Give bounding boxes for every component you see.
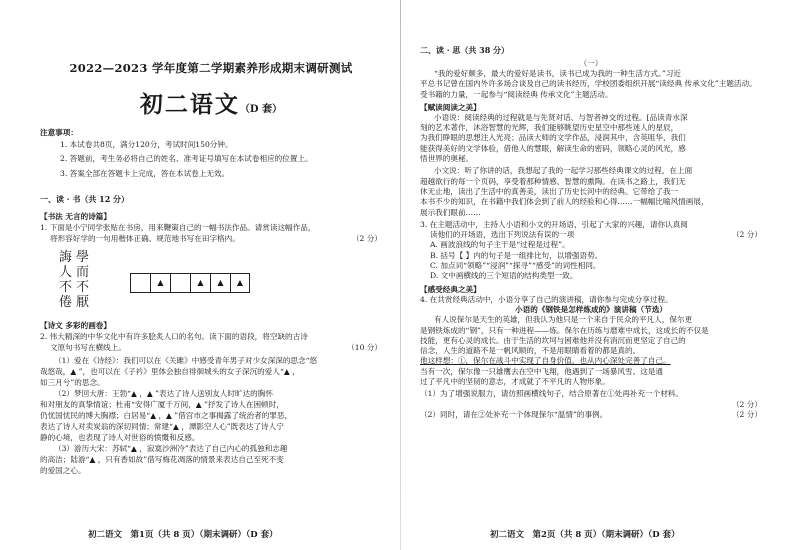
intro-line: 受书籍的力量，一起参与“阅读经典 传承文化”主题活动。: [420, 89, 613, 99]
speech-line: 他这样想：①，保尔在战斗中实现了自身价值，也从内心深处完善了自己。: [420, 356, 671, 366]
intro-line: 平总书记曾在国内外许多场合谈及自己的读书经历，学校团委组织开展“读经典 传承文化”主题活动。: [420, 79, 757, 89]
q2-body-line: 仍忧国忧民的博大胸襟；白居易“▲ ，▲ ”借宫市之事揭露了统治者的罪恶，: [40, 410, 293, 420]
page1-footer: 初二语文 第1页（共 8 页）（期末调研）（D 套）: [88, 530, 278, 540]
q1-line2: [40, 233, 382, 244]
q3-line-text: 读他们的开场语，选出下列说法有误的一项: [430, 230, 575, 240]
note-item: 1. 本试卷共8页，满分120分，考试时间150分钟。: [60, 140, 233, 149]
calligraphy-char: 倦: [58, 294, 72, 310]
q2-line: 2. 伟大精深的中华文化中有许多脍炙人口的名句。读下面的语段，将空缺的古诗: [40, 331, 308, 341]
speech-line: 当有一次，保尔像一只雄鹰去在空中飞翔，他遇到了一场暴风雪。这是通: [420, 366, 663, 376]
q1-score: （2 分）: [351, 233, 382, 243]
q3-option[interactable]: B. 括号【 】内的句子是一组排比句，以增强语势。: [430, 250, 603, 260]
xiaowen-line: 展示我们眼前……: [420, 207, 481, 217]
q2-body-line: 静的心境，也表现了诗人对世俗的愤慨和反感。: [40, 432, 200, 442]
note-item: 3. 答案全部在答题卡上完成，答在本试卷上无效。: [60, 168, 230, 178]
q2-body-line: 哉悠哉，▲ ”，也可以在《子衿》里体会独自徘徊城头的女子深沉的爱人“▲ ，: [40, 366, 300, 376]
xiaowen-line: 本书不少的知识，在书籍中我们体会到了前人的经验和心得……一幅幅比喻风情画展，: [420, 197, 709, 207]
q3-options: [420, 240, 762, 281]
notes-list: [40, 140, 382, 179]
calligraphy-column: [75, 250, 90, 310]
section2-title: 二、读 · 思（共 38 分）: [420, 45, 510, 55]
q3-line2: [420, 230, 762, 240]
calligraphy-column: [58, 250, 73, 310]
exam-title: 2022—2023 学年度第二学期素养形成期末调研测试: [69, 61, 353, 75]
xiaoyu-paragraph: [420, 113, 762, 164]
section1-title: 一、读 · 书（共 12 分）: [40, 193, 130, 204]
xiaoyu-line: 刻的艺术著作，沐浴智慧的光辉，我们能够眺望历史星空中那些迷人的星辰，: [420, 123, 679, 133]
q2-body-line: （3）游历大宋：苏轼“▲ ，寂寞沙洲冷”表达了自己内心的孤独和志趣: [54, 443, 288, 453]
q2-body-line: 和对朋友的真挚情谊；杜甫“安得广厦千万间，▲ ”抒发了诗人在困顿时，: [40, 399, 284, 409]
calligraphy-char: 厭: [75, 294, 89, 310]
xiaoyu-line: 悟世界的奥秘。: [420, 154, 474, 164]
speech-body: [420, 315, 762, 387]
grid-cell[interactable]: ▲: [230, 273, 250, 293]
grid-cell[interactable]: [170, 273, 190, 293]
speech-line: 信念，人生的道路不是一帆风顺的，不是用眼睛看着的都是真的。: [420, 346, 641, 356]
part-label: （一）: [579, 59, 603, 68]
grid-cell[interactable]: ▲: [190, 273, 210, 293]
q2-body-line: 的高洁；陆游“▲ ，只有香如故”借写梅花凋落的情景来表达自己至死不变: [40, 454, 284, 464]
subject-title-block: [40, 86, 382, 119]
notes-header: 注意事项：: [40, 128, 78, 137]
q2-body-line: 如三月兮”的思念。: [40, 377, 105, 387]
q4-sub1: （1）为了增强说服力，请仿照画横线句子，结合原著在①处再补充一个材料。: [420, 389, 684, 399]
xiaoyu-line: 小语说：阅读经典的过程就是与先贤对话、与智者神交的过程。[品读青水深: [434, 112, 688, 122]
page-2: [420, 0, 762, 420]
q3-option[interactable]: A. 画波浪线的句子主干是“过程是过程”。: [430, 240, 570, 250]
classic-tag: 【感受经典之美】: [420, 284, 481, 294]
q3-option[interactable]: D. 文中画横线的三个短语的结构类型一致。: [430, 271, 578, 281]
xiaowen-line: 休无止地，读出了生活中的真善美，读出了历史长河中的经典。它带给了我一: [420, 186, 679, 196]
subject-version: （D 套）: [239, 104, 283, 115]
calligraphy-char: 人: [58, 264, 72, 280]
calligraphy-artwork: [58, 250, 90, 310]
q3-score: （2 分）: [731, 230, 762, 240]
page-1: [40, 0, 382, 476]
subject-title: 初二语文: [139, 91, 240, 118]
q4-sub1-score: （2 分）: [731, 399, 762, 409]
q2-score: （10 分）: [347, 342, 382, 352]
reading-tag: 【赋读阅读之美】: [420, 102, 481, 112]
poetry-tag: 【诗文 多彩的画卷】: [40, 320, 111, 330]
q2-body-line: （2）梦回大唐：王勃“▲ ，▲ ”表达了诗人送别友人时旷达的胸怀: [54, 388, 273, 398]
q1-line2-text: 将形容好学的一句用楷体正确、规范地书写在田字格内。: [50, 233, 240, 243]
xiaoyu-line: 为我们睁眼的思想注入光亮；品读大师的文学作品，浸润其中，含英咀华，我们: [420, 133, 686, 143]
xiaoyu-line: 能获得美好的文学体验，借他人的慧眼，解读生命的密码，领略心灵的风光，感: [420, 143, 686, 153]
note-item: 2. 答题前，考生务必将自己的姓名、准考证号填写在本试卷相应的位置上。: [60, 154, 313, 164]
q2-body: [40, 355, 382, 476]
calligraphy-char: 不: [75, 279, 89, 295]
speech-title: 小语的《钢铁是怎样炼成的》演讲稿（节选）: [515, 304, 667, 314]
calligraphy-area: [40, 250, 382, 310]
speech-line: 有人说保尔是天生的英雄，但我认为他只是一个来自于民众的平凡人，保尔更: [434, 315, 693, 325]
writing-grid[interactable]: [130, 273, 250, 295]
q3-line: 3. 在主题活动中，主持人小语和小文的开场语，引起了大家的兴趣，请你认真阅: [420, 219, 688, 229]
calligraphy-char: 誨: [58, 249, 72, 265]
calligraphy-char: 學: [75, 249, 89, 265]
q4-sub2-row: [420, 410, 762, 420]
q2-body-line: （1）爱在《诗经》：我们可以在《关雎》中感受青年男子对少女深深的思念“悠: [54, 355, 318, 365]
grid-cell[interactable]: ▲: [210, 273, 230, 293]
q2-line2: [40, 342, 382, 353]
q2-body-line: 表达了诗人对卖炭翁的深切同情；常建“▲ ，潭影空人心”既表达了诗人宁: [40, 421, 284, 431]
q4-sub2-score: （2 分）: [731, 409, 762, 419]
calligraphy-char: 不: [58, 279, 72, 295]
speech-line: 是钢铁炼成的“钢”，只有一种进程——炼。保尔在历练与磨难中成长，这成长的不仅是: [420, 325, 709, 335]
grid-cell[interactable]: [130, 273, 150, 293]
q3-option[interactable]: C. 加点词“领略”“浸润”“探寻”“感受”的词性相同。: [430, 261, 601, 271]
q4-line: 4. 在共赏经典活动中，小语分享了自己的演讲稿，请你参与完成分享过程。: [420, 294, 673, 304]
speech-line: 技能，更有心灵的成长。由于生活的坎坷与困难他并没有消沉而更坚定了自己的: [420, 335, 686, 345]
q2-line-text: 文原句书写在横线上。: [50, 342, 126, 352]
calligraphy-char: 而: [75, 264, 89, 280]
calligraphy-tag: 【书法 无言的诗篇】: [40, 211, 111, 221]
speech-line: 过了平凡中的坚韧的意志，才成就了不平凡的人物形象。: [420, 377, 610, 387]
xiaowen-line: 小文说：听了你讲的话，我想起了我的一起学习那些经典课文的过程，在上面: [434, 166, 693, 176]
page-gutter: [400, 0, 401, 550]
page2-footer: 初二语文 第2页（共 8 页）（期末调研）（D 套）: [490, 530, 680, 540]
grid-cell[interactable]: ▲: [150, 273, 170, 293]
q1-line1: 1. 下面是小宁同学张贴在书房，用来鞭策自己的一幅书法作品。请赏读这幅作品，: [40, 222, 316, 232]
xiaowen-line: 超越欲行的每一个页码，享受着那种情感、智慧的熏陶。在读书之路上，我们无: [420, 176, 686, 186]
intro-line: “我的爱好颇多，最大的爱好是读书，读书已成为我的一种生活方式。”习近: [434, 69, 681, 78]
q4-sub2: （2）同时，请在②处补充一个体现保尔“温情”的事例。: [420, 409, 608, 419]
xiaowen-paragraph: [420, 166, 762, 217]
q2-body-line: 的爱国之心。: [40, 465, 86, 475]
